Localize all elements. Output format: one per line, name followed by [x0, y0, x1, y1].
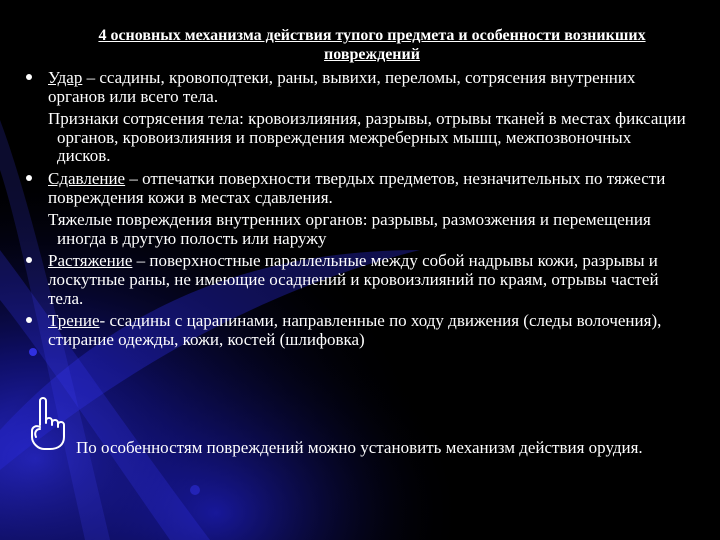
sub-sotryasenie [48, 110, 688, 166]
term-trenie: Трение [48, 311, 100, 331]
footer-text: По особенностям повреждений можно установить механизм действия орудия. [76, 438, 643, 457]
bullet-rastyazhenie [48, 252, 688, 308]
text-sotryasenie: Признаки сотрясения тела: кровоизлияния, разрывы, отрывы тканей в местах фиксации органов, кровоизлияния и повреждения межреберных мышц, межпозвоночных дисков. [48, 109, 686, 166]
bullet-dot [26, 257, 32, 263]
text-sdavlenie: – отпечатки поверхности твердых предметов, незначительных по тяжести повреждения кожи в местах сдавления. [48, 168, 666, 207]
term-rastyazhenie: Растяжение [48, 251, 133, 271]
bullet-trenie [48, 312, 688, 349]
bullet-dot [26, 175, 32, 181]
text-trenie: - ссадины с царапинами, направленные по ходу движения (следы волочения), стирание одежды, кожи, костей (шлифовка) [48, 311, 662, 349]
bullet-dot [26, 74, 32, 80]
text-tyazhelye: Тяжелые повреждения внутренних органов: разрывы, размозжения и перемещения иногда в другую полость или наружу [48, 210, 651, 248]
bullet-sdavlenie [48, 170, 688, 207]
bullet-udar [48, 69, 688, 106]
slide-footer [48, 438, 688, 457]
term-sdavlenie: Сдавление [48, 168, 126, 188]
text-udar: – ссадины, кровоподтеки, раны, вывихи, переломы, сотрясения внутренних органов или всего тела. [48, 68, 636, 106]
text-rastyazhenie: – поверхностные параллельные между собой надрывы кожи, разрывы и лоскутные раны, не имеющие осаднений и кровоизлияний по краям, отрывы частей тела. [48, 251, 659, 308]
sub-tyazhelye [48, 211, 688, 248]
slide-body [48, 69, 688, 349]
bullet-dot [26, 317, 32, 323]
term-udar: Удар [48, 68, 83, 87]
slide-title: 4 основных механизма действия тупого предмета и особенности возникших повреждений [98, 27, 646, 63]
